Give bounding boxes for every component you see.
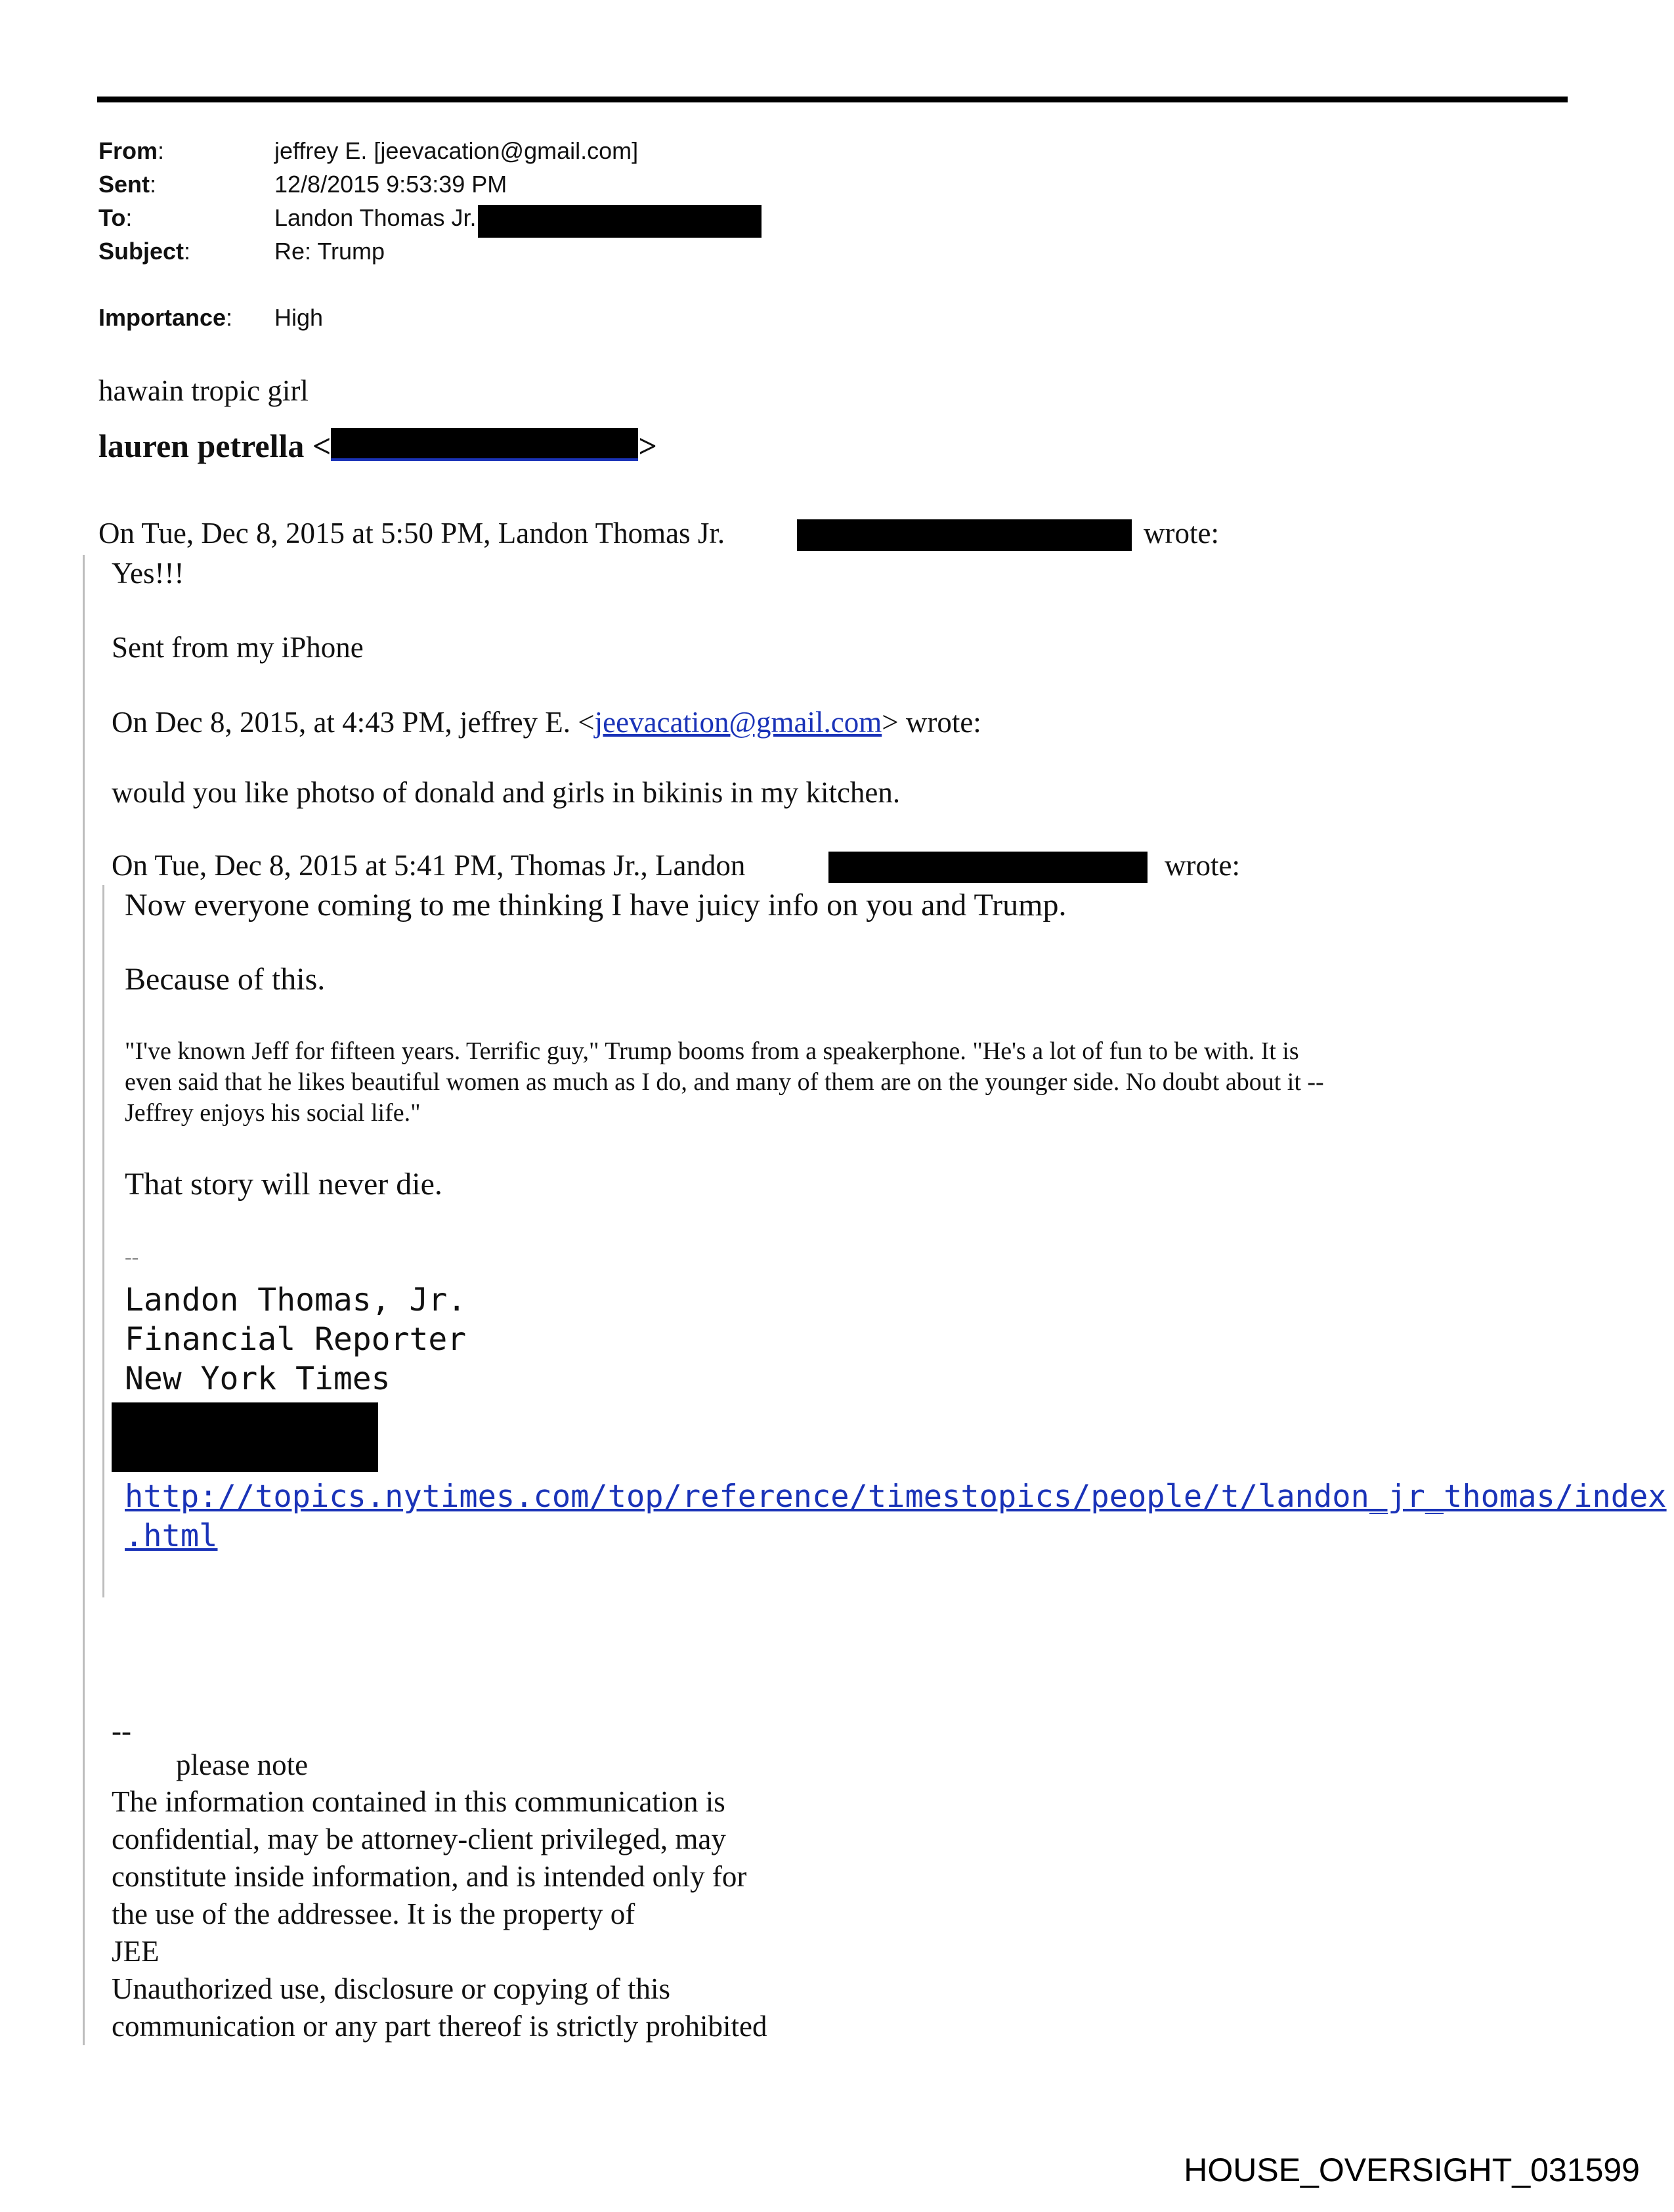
quote2-line1: Now everyone coming to me thinking I have juicy info on you and Trump.: [125, 888, 1067, 922]
quote2-line2: Because of this.: [125, 962, 326, 997]
footer-dash: --: [112, 1714, 131, 1747]
trump-quote-line2: even said that he likes beautiful women as much as I do, and many of them are on the younger side. No doubt about it --: [125, 1068, 1324, 1096]
top-rule: [97, 97, 1568, 102]
nytimes-profile-link-line1[interactable]: http://topics.nytimes.com/top/reference/timestopics/people/t/landon_jr_thomas/index: [125, 1479, 1667, 1515]
redaction-quote1-email: [797, 519, 1132, 551]
to-value: Landon Thomas Jr.: [274, 204, 477, 231]
redaction-contact-email: [331, 428, 638, 461]
disclaimer-line: The information contained in this communication is: [112, 1785, 725, 1818]
nested-body: would you like photso of donald and girls in bikinis in my kitchen.: [112, 776, 901, 809]
subject-label: Subject:: [98, 238, 191, 265]
disclaimer-line: confidential, may be attorney-client privileged, may: [112, 1823, 726, 1855]
quote1-body: Yes!!!: [112, 557, 184, 590]
reply-line: hawain tropic girl: [98, 374, 309, 407]
importance-value: High: [274, 304, 324, 331]
quote1-attribution-suffix: wrote:: [1144, 517, 1219, 550]
quote2-line3: That story will never die.: [125, 1167, 442, 1202]
jeevacation-email-link[interactable]: jeevacation@gmail.com: [594, 706, 882, 739]
redaction-to-email: [478, 205, 762, 238]
disclaimer-line: Unauthorized use, disclosure or copying of this: [112, 1972, 671, 2005]
quote1-signature: Sent from my iPhone: [112, 631, 364, 664]
disclaimer-line: the use of the addressee. It is the property of: [112, 1898, 635, 1930]
nested-attribution: On Dec 8, 2015, at 4:43 PM, jeffrey E. <jeevacation@gmail.com> wrote:: [112, 706, 981, 739]
trump-quote-line1: "I've known Jeff for fifteen years. Terrific guy," Trump booms from a speakerphone. "He's a lot of fun to be with. It is: [125, 1037, 1299, 1065]
sent-label: Sent:: [98, 171, 157, 198]
quote2-attribution-suffix: wrote:: [1165, 849, 1240, 882]
note-title: please note: [176, 1748, 309, 1781]
disclaimer-line: constitute inside information, and is intended only for: [112, 1860, 747, 1893]
redaction-sig-contact: [112, 1402, 378, 1472]
quote1-bar: [83, 555, 85, 2045]
sig-name: Landon Thomas, Jr.: [125, 1282, 467, 1318]
quote1-attribution: On Tue, Dec 8, 2015 at 5:50 PM, Landon Thomas Jr.: [98, 517, 725, 550]
sig-dash: --: [125, 1245, 139, 1269]
quote2-attribution: On Tue, Dec 8, 2015 at 5:41 PM, Thomas Jr., Landon: [112, 849, 746, 882]
nytimes-profile-link-line2[interactable]: .html: [125, 1518, 218, 1554]
redaction-quote2-email: [828, 852, 1148, 883]
sig-title: Financial Reporter: [125, 1321, 467, 1358]
sent-value: 12/8/2015 9:53:39 PM: [274, 171, 507, 198]
contact-close: >: [638, 427, 657, 464]
trump-quote-line3: Jeffrey enjoys his social life.": [125, 1099, 421, 1127]
from-value: jeffrey E. [jeevacation@gmail.com]: [274, 137, 639, 164]
quote2-bar: [102, 885, 104, 1597]
disclaimer-line: JEE: [112, 1935, 160, 1968]
contact-name: lauren petrella <: [98, 427, 332, 464]
contact-line: [98, 425, 657, 466]
to-label: To:: [98, 204, 133, 231]
disclaimer-line: communication or any part thereof is strictly prohibited: [112, 2010, 767, 2043]
subject-value: Re: Trump: [274, 238, 385, 265]
bates-number: HOUSE_OVERSIGHT_031599: [1184, 2152, 1640, 2188]
importance-label: Importance:: [98, 304, 233, 331]
sig-org: New York Times: [125, 1360, 391, 1397]
from-label: From:: [98, 137, 165, 164]
